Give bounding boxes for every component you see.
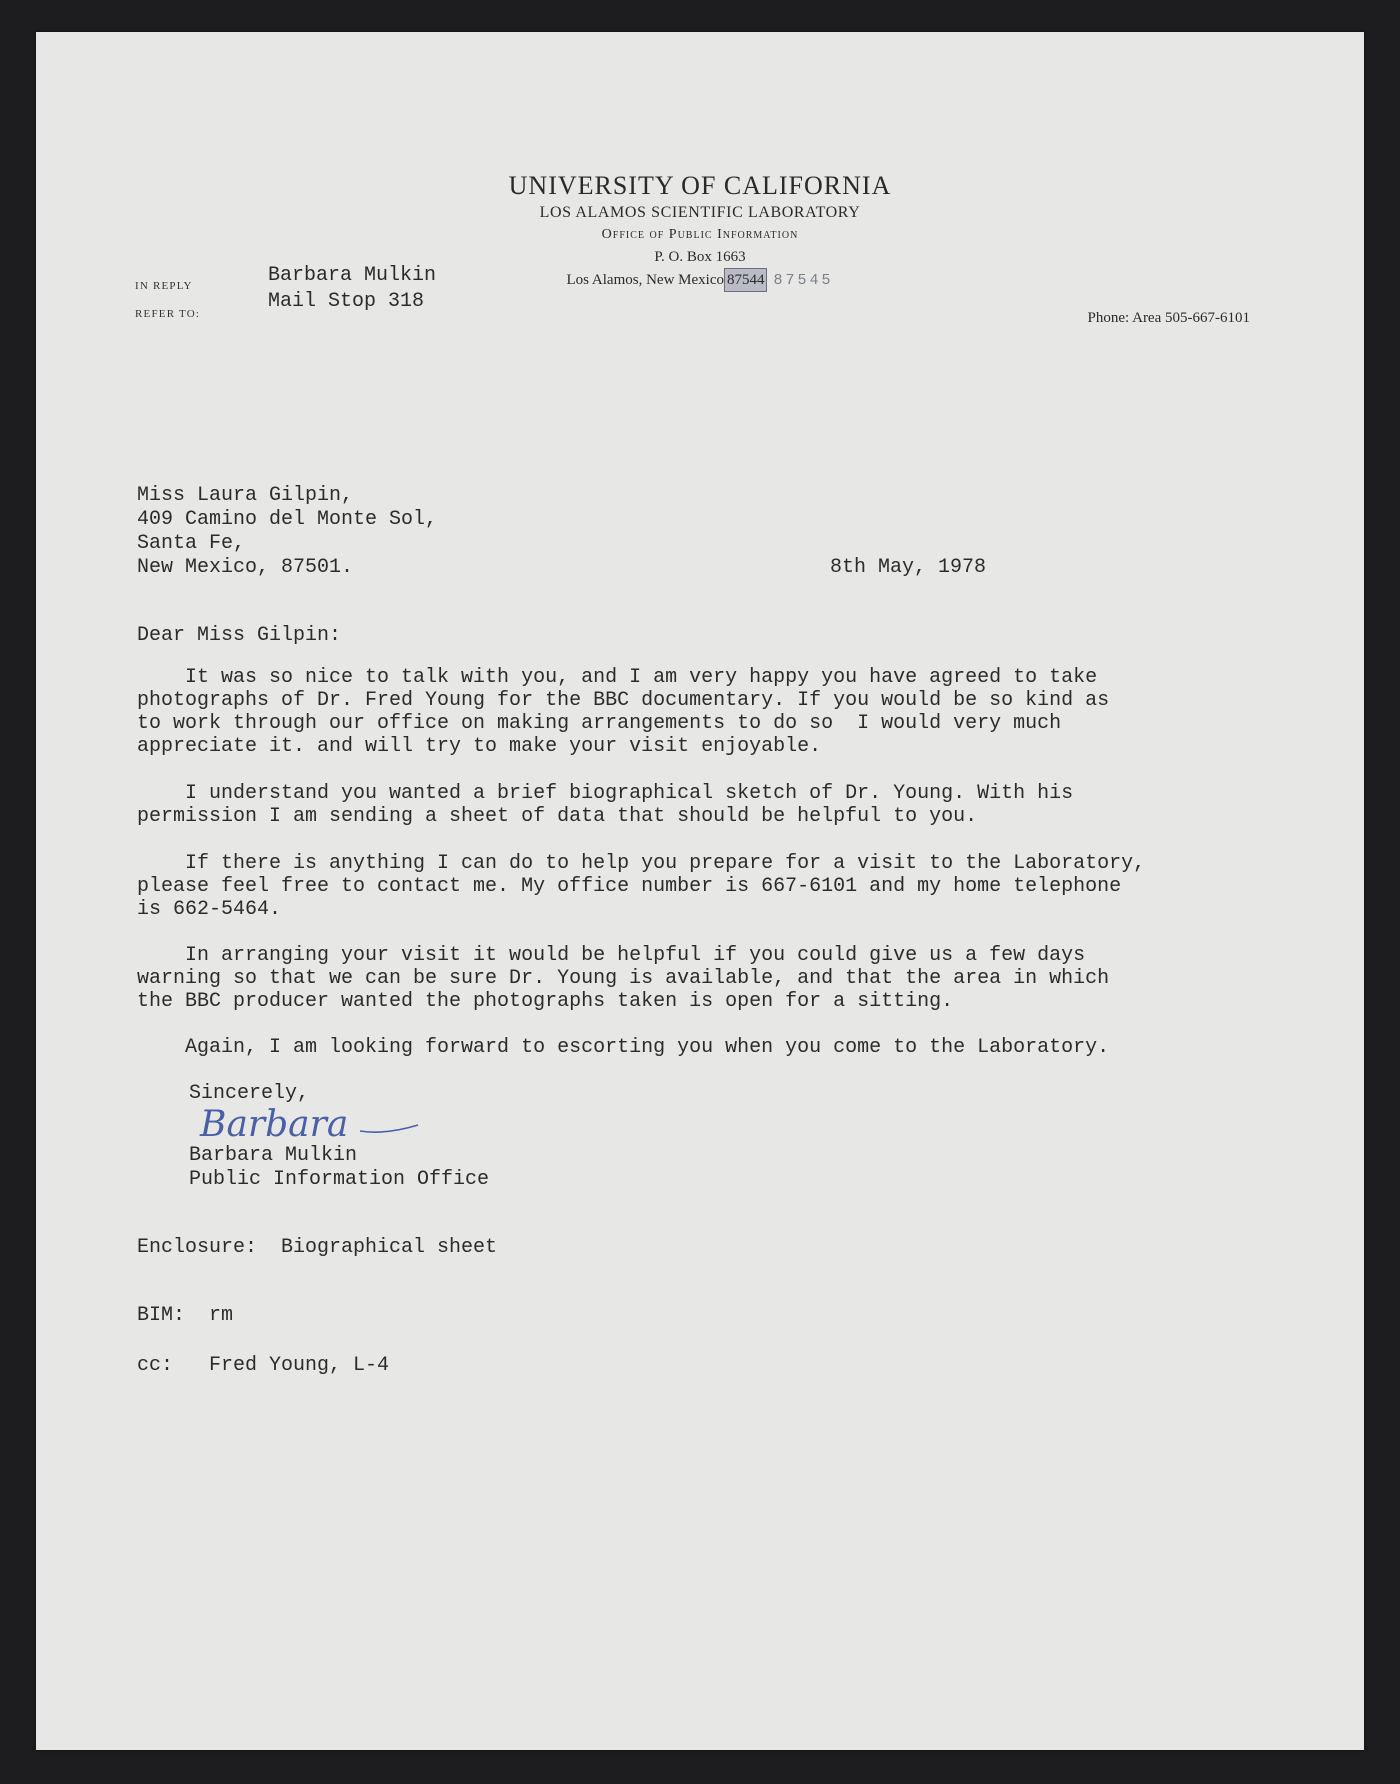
letterhead-office: Office of Public Information bbox=[601, 227, 799, 242]
typist-initials: BIM: rm bbox=[137, 1304, 234, 1327]
cc-line: cc: Fred Young, L-4 bbox=[137, 1354, 390, 1377]
letter-date: 8th May, 1978 bbox=[830, 556, 987, 579]
body-paragraph-2: I understand you wanted a brief biographical sketch of Dr. Young. With his permission I am sending a sheet of data that should be helpful to you. bbox=[137, 782, 1074, 828]
closing-sincerely: Sincerely, bbox=[189, 1082, 310, 1105]
reply-name: Barbara Mulkin bbox=[268, 264, 437, 287]
recipient-name: Miss Laura Gilpin, bbox=[137, 484, 354, 507]
in-reply-label: IN REPLY bbox=[135, 280, 193, 292]
handwritten-signature bbox=[200, 1104, 420, 1145]
signature-text: Barbara bbox=[200, 1104, 349, 1145]
closing-office: Public Information Office bbox=[189, 1168, 490, 1191]
recipient-city: Santa Fe, bbox=[137, 532, 246, 555]
refer-to-label: REFER TO: bbox=[135, 308, 201, 320]
body-paragraph-4: In arranging your visit it would be helpful if you could give us a few days warning so that we can be sure Dr. Young is available, and that the area in which the BBC producer wanted the photographs taken is open for a sitting. bbox=[137, 944, 1110, 1013]
recipient-state: New Mexico, 87501. bbox=[137, 556, 354, 579]
letterhead-address bbox=[36, 268, 1364, 292]
recipient-street: 409 Camino del Monte Sol, bbox=[137, 508, 438, 531]
salutation: Dear Miss Gilpin: bbox=[137, 624, 342, 647]
reply-mailstop: Mail Stop 318 bbox=[268, 290, 425, 313]
zip-code-corrected: 87545 bbox=[773, 272, 834, 289]
signature-flourish-icon bbox=[360, 1117, 420, 1137]
letterhead-city: Los Alamos, New Mexico bbox=[566, 272, 724, 288]
letterhead-pobox: P. O. Box 1663 bbox=[654, 249, 746, 265]
letterhead bbox=[36, 170, 1364, 292]
enclosure-line: Enclosure: Biographical sheet bbox=[137, 1236, 498, 1259]
phone-number: Phone: Area 505-667-6101 bbox=[1087, 310, 1250, 326]
body-paragraph-3: If there is anything I can do to help you prepare for a visit to the Laboratory, please feel free to contact me. My office number is 667-6101 and my home telephone is 662-5464. bbox=[137, 852, 1146, 921]
body-paragraph-5: Again, I am looking forward to escorting you when you come to the Laboratory. bbox=[137, 1036, 1110, 1059]
letterhead-university: UNIVERSITY OF CALIFORNIA bbox=[508, 171, 892, 200]
closing-name: Barbara Mulkin bbox=[189, 1144, 358, 1167]
letterhead-laboratory: LOS ALAMOS SCIENTIFIC LABORATORY bbox=[539, 204, 861, 221]
letter-page bbox=[36, 32, 1364, 1750]
zip-code-stamped: 87544 bbox=[724, 268, 768, 292]
body-paragraph-1: It was so nice to talk with you, and I am very happy you have agreed to take photographs of Dr. Fred Young for the BBC documentary. If you would be so kind as to work through our office on making arrangements to do so I would very much appreciate it. and will try to make your visit enjoyable. bbox=[137, 666, 1110, 758]
